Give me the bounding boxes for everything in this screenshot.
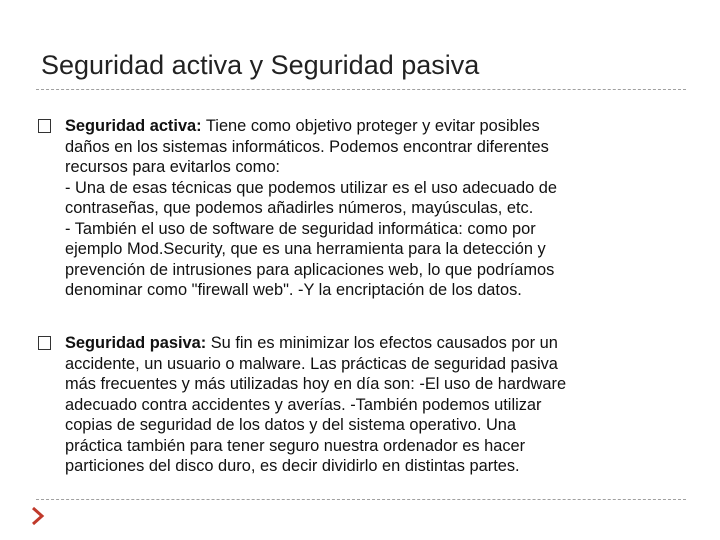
bullet-first-line [65, 116, 678, 137]
bullet-seguridad-activa [38, 116, 678, 301]
bullet-term: Seguridad activa: [65, 117, 202, 135]
bullet-line: - Una de esas técnicas que podemos utilizar es el uso adecuado de [65, 178, 558, 197]
bullet-line: particiones del disco duro, es decir dividirlo en distintas partes. [65, 457, 520, 475]
bullet-line: - También el uso de software de seguridad informática: como por [65, 219, 536, 238]
bullet-line: Tiene como objetivo proteger y evitar posibles [201, 117, 540, 135]
bullet-line: contraseñas, que podemos añadirles números, mayúsculas, etc. [65, 199, 534, 217]
bullet-line: práctica también para tener seguro nuestra ordenador es hacer [65, 436, 526, 455]
bullet-first-line [65, 333, 678, 354]
slide-title: Seguridad activa y Seguridad pasiva [41, 50, 480, 80]
bullet-line: prevención de intrusiones para aplicaciones web, lo que podríamos [65, 260, 555, 279]
square-bullet-icon [38, 119, 51, 133]
title-divider [36, 89, 686, 90]
bullet-line: recursos para evitarlos como: [65, 158, 280, 176]
bullet-line: Su fin es minimizar los efectos causados por un [206, 334, 558, 352]
bullet-line: adecuado contra accidentes y averías. -También podemos utilizar [65, 395, 542, 414]
bullet-line: copias de seguridad de los datos y del sistema operativo. Una [65, 416, 517, 434]
bullet-text [65, 333, 678, 477]
square-bullet-icon [38, 336, 51, 350]
bullet-line: ejemplo Mod.Security, que es una herramienta para la detección y [65, 240, 546, 258]
play-arrow-icon[interactable] [30, 505, 46, 527]
footer-divider [36, 499, 686, 500]
bullet-seguridad-pasiva [38, 333, 678, 477]
bullet-text [65, 116, 678, 301]
bullet-line: daños en los sistemas informáticos. Podemos encontrar diferentes [65, 137, 549, 156]
bullet-line: denominar como "firewall web". -Y la encriptación de los datos. [65, 281, 522, 299]
bullet-line: accidente, un usuario o malware. Las prácticas de seguridad pasiva [65, 354, 558, 373]
bullet-term: Seguridad pasiva: [65, 334, 207, 352]
bullet-line: más frecuentes y más utilizadas hoy en día son: -El uso de hardware [65, 375, 567, 393]
